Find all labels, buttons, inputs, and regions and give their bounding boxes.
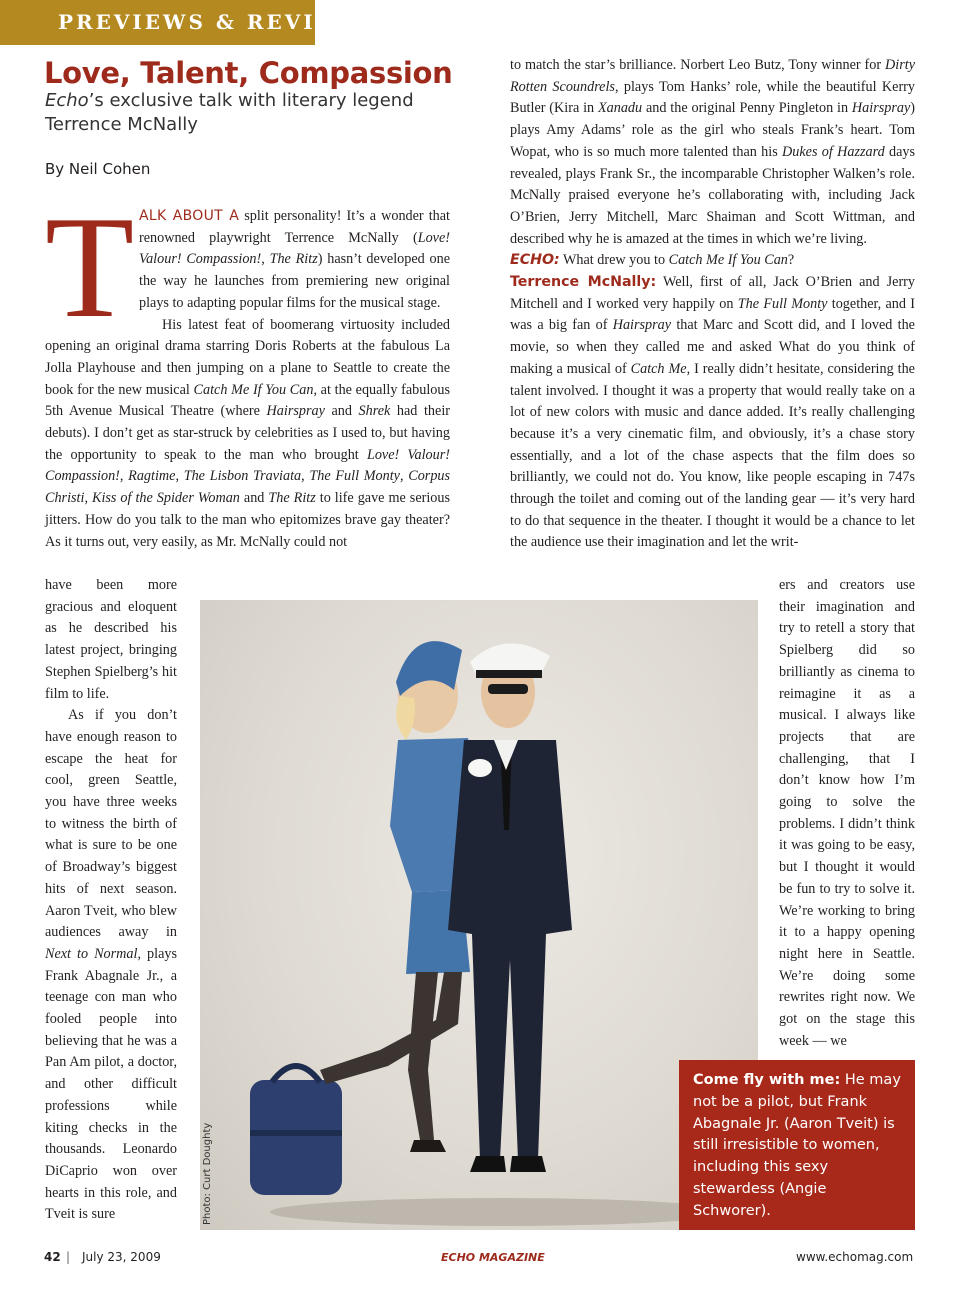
body-paragraph: have been more gracious and eloquent as he described his latest project, bringing Stephen Spielberg’s hit film to life. <box>45 577 177 702</box>
interview-question <box>510 250 915 272</box>
italic-title: Ragtime <box>128 468 176 485</box>
italic-title: Hairspray <box>612 317 672 334</box>
floor-shadow <box>270 1198 730 1226</box>
photo-illustration <box>200 600 758 1230</box>
text-run: and <box>324 403 359 420</box>
right-column <box>510 55 915 554</box>
issue-date: July 23, 2009 <box>82 1250 161 1264</box>
footer-separator: | <box>66 1250 71 1264</box>
caption-text: He may not be a pilot, but Frank Abagnale Jr. (Aaron Tveit) is still irresistible to women, including this sexy stewardess (Angie Schworer). <box>693 1072 901 1219</box>
body-paragraph <box>45 705 177 1226</box>
suitcase-band <box>250 1130 342 1136</box>
left-column <box>45 186 451 553</box>
subtitle-text: ’s exclusive talk with literary legend Terrence McNally <box>45 90 414 135</box>
lead-caps: ALK ABOUT A <box>139 208 240 224</box>
text-run: , <box>175 468 184 485</box>
italic-title: Catch Me <box>630 360 687 377</box>
text-run: , plays Frank Abagnale Jr., a teenage con man who fooled people into believing that he was a Pan Am pilot, a doctor, and other difficult professions while kiting checks in the thousands. Leonardo DiCaprio won over hearts in this role, and Tveit is sure <box>45 945 177 1223</box>
text-run: split personality! It’s a wonder that renowned playwright Terrence McNally ( <box>139 208 450 246</box>
italic-title: Dukes of Hazzard <box>782 143 885 160</box>
italic-title: The Lisbon Traviata <box>183 468 302 485</box>
suitcase <box>250 1080 342 1195</box>
text-run: ) hasn’t developed one the way he launches from premiering new original plays to adapting popular films for the musical stage. <box>139 251 450 311</box>
page-number: 42 <box>44 1250 61 1264</box>
pilot-cap <box>470 643 550 674</box>
pilot-cap-band <box>476 670 542 678</box>
italic-title: Love! Valour! Compassion! <box>45 446 450 485</box>
caption-lead: Come fly with me: <box>693 1072 841 1088</box>
italic-title: The Full Monty <box>737 295 828 312</box>
stewardess-shoe <box>410 1140 446 1152</box>
text-run: , I really didn’t hesitate, considering the talent involved. I thought it was a property that would really take on a lot of new colors with music and dance added. It’s really challenging because it’s a very cinematic film, and obviously, it’s a chase story essentially, and a lot of the chase aspects that the film does so brilliantly, we could not do. You know, like people escaping in 747s through the toilet and coming out of the landing gear — it’s very hard to do that sequence in the theater. I thought it would be a chance to let the audience use their imagination and let the writ- <box>510 360 915 551</box>
text-run: ) plays Amy Adams’ role as the girl who steals Frank’s heart. Tom Wopat, who is so much more talented than his <box>510 100 915 160</box>
italic-title: Corpus Christi <box>45 468 451 507</box>
italic-title: Dirty Rotten Scoundrels <box>510 57 915 95</box>
pilot-sunglasses <box>488 684 528 694</box>
text-run: Well, first of all, Jack O’Brien and Jerry Mitchell and I worked very happily on <box>510 274 915 312</box>
article-subtitle <box>45 89 465 137</box>
suitcase-handle <box>272 1066 320 1082</box>
text-run: ? <box>787 252 795 269</box>
subtitle-echo: Echo <box>45 90 89 111</box>
text-run: and the original Penny Pingleton in <box>642 100 852 117</box>
text-run: , <box>399 468 409 485</box>
text-run: As if you don’t have enough reason to escape the heat for cool, green Seattle, you have three weeks to witness the birth of what is sure to be one of Broadway’s biggest hits of next season. Aaron Tveit, who blew audiences away in <box>45 707 177 941</box>
text-run: , <box>301 468 310 485</box>
text-run: , plays Tom Hanks’ role, while the beautiful Kerry Butler (Kira in <box>510 78 915 117</box>
drop-cap: T <box>45 186 135 348</box>
text-run: to match the star’s brilliance. Norbert Leo Butz, Tony winner for <box>510 57 886 73</box>
text-run: to life gave me serious jitters. How do you talk to the man who epitomizes brave gay theater? As it turns out, very easily, as Mr. McNally could not <box>45 490 450 550</box>
text-run: , <box>84 490 92 507</box>
italic-title: The Ritz <box>269 251 318 268</box>
pilot-shoe <box>470 1156 506 1172</box>
italic-title: Love! Valour! Compassion! <box>139 229 450 268</box>
stewardess-raised-leg <box>320 972 462 1084</box>
section-tab: PREVIEWS & REVIEWS <box>0 0 315 45</box>
text-run: What drew you to <box>559 252 669 269</box>
text-run: that Marc and Scott did, and I loved the movie, so when they called me and asked What do you think of making a musical of <box>510 317 915 377</box>
pilot-shoe <box>510 1156 546 1172</box>
italic-title: Next to Normal <box>45 945 138 962</box>
text-run: days revealed, plays Frank Sr., the incomparable Christopher Walken’s role. McNally praised everyone he’s collaborating with, including Jack O’Brien, Jerry Mitchell, Marc Shaiman and Scott Wittman, and described why he is amazed at the times in which we’re living. <box>510 143 915 247</box>
italic-title: Xanadu <box>597 100 643 117</box>
text-run: , <box>261 251 270 268</box>
article-title: Love, Talent, Compassion <box>44 56 453 90</box>
answer-label: Terrence McNally: <box>510 274 657 291</box>
narrow-right-column <box>779 575 915 1052</box>
body-paragraph <box>510 55 915 250</box>
website-url: www.echomag.com <box>796 1250 914 1264</box>
question-label: ECHO: <box>510 252 560 269</box>
text-run: , <box>119 468 129 485</box>
stewardess-leg <box>408 972 438 1140</box>
text-run: His latest feat of boomerang virtuosity included opening an original drama starring Doris Roberts at the fabulous La Jolla Playhouse and then jumping on a plane to Seattle to create the book for the new musical <box>45 316 450 398</box>
magazine-name: ECHO MAGAZINE <box>441 1251 545 1264</box>
byline: By Neil Cohen <box>45 160 151 178</box>
italic-title: Hairspray <box>266 403 325 420</box>
body-paragraph <box>45 315 450 554</box>
italic-title: Shrek <box>358 403 391 420</box>
italic-title: Catch Me If You Can <box>193 381 314 398</box>
text-run: had their debuts). I don’t get as star-struck by celebrities as I used to, but having the opportunity to speak to the man who brought <box>45 403 450 463</box>
italic-title: Hairspray <box>851 100 911 117</box>
italic-title: The Ritz <box>268 490 316 507</box>
italic-title: Catch Me If You Can <box>668 252 788 269</box>
lead-paragraph <box>45 186 450 348</box>
text-run: together, and I was a big fan of <box>510 295 915 334</box>
article-photo <box>200 600 758 1230</box>
interview-answer <box>510 272 915 554</box>
body-paragraph: ers and creators use their imagination and try to retell a story that Spielberg did so brilliantly as cinema to reimagine it as a musical. I always like projects that are challenging, that I don’t know how I’m going to solve the problems. I didn’t think it was going to be easy, but I thought it would be fun to try to solve it. We’re working to bring it to a happy opening night here in Seattle. We’re doing some rewrites right now. We got on the stage this week — we <box>779 577 915 1049</box>
stewardess-hair <box>396 696 415 740</box>
pilot-glove <box>468 759 492 777</box>
text-run: , at the equally fabulous 5th Avenue Musical Theatre (where <box>45 381 450 420</box>
italic-title: The Full Monty <box>309 468 400 485</box>
italic-title: Kiss of the Spider Woman <box>91 490 240 507</box>
photo-caption <box>679 1060 915 1230</box>
text-run: and <box>239 490 269 507</box>
narrow-left-column <box>45 575 177 1226</box>
photo-credit: Photo: Curt Doughty <box>202 1122 213 1225</box>
